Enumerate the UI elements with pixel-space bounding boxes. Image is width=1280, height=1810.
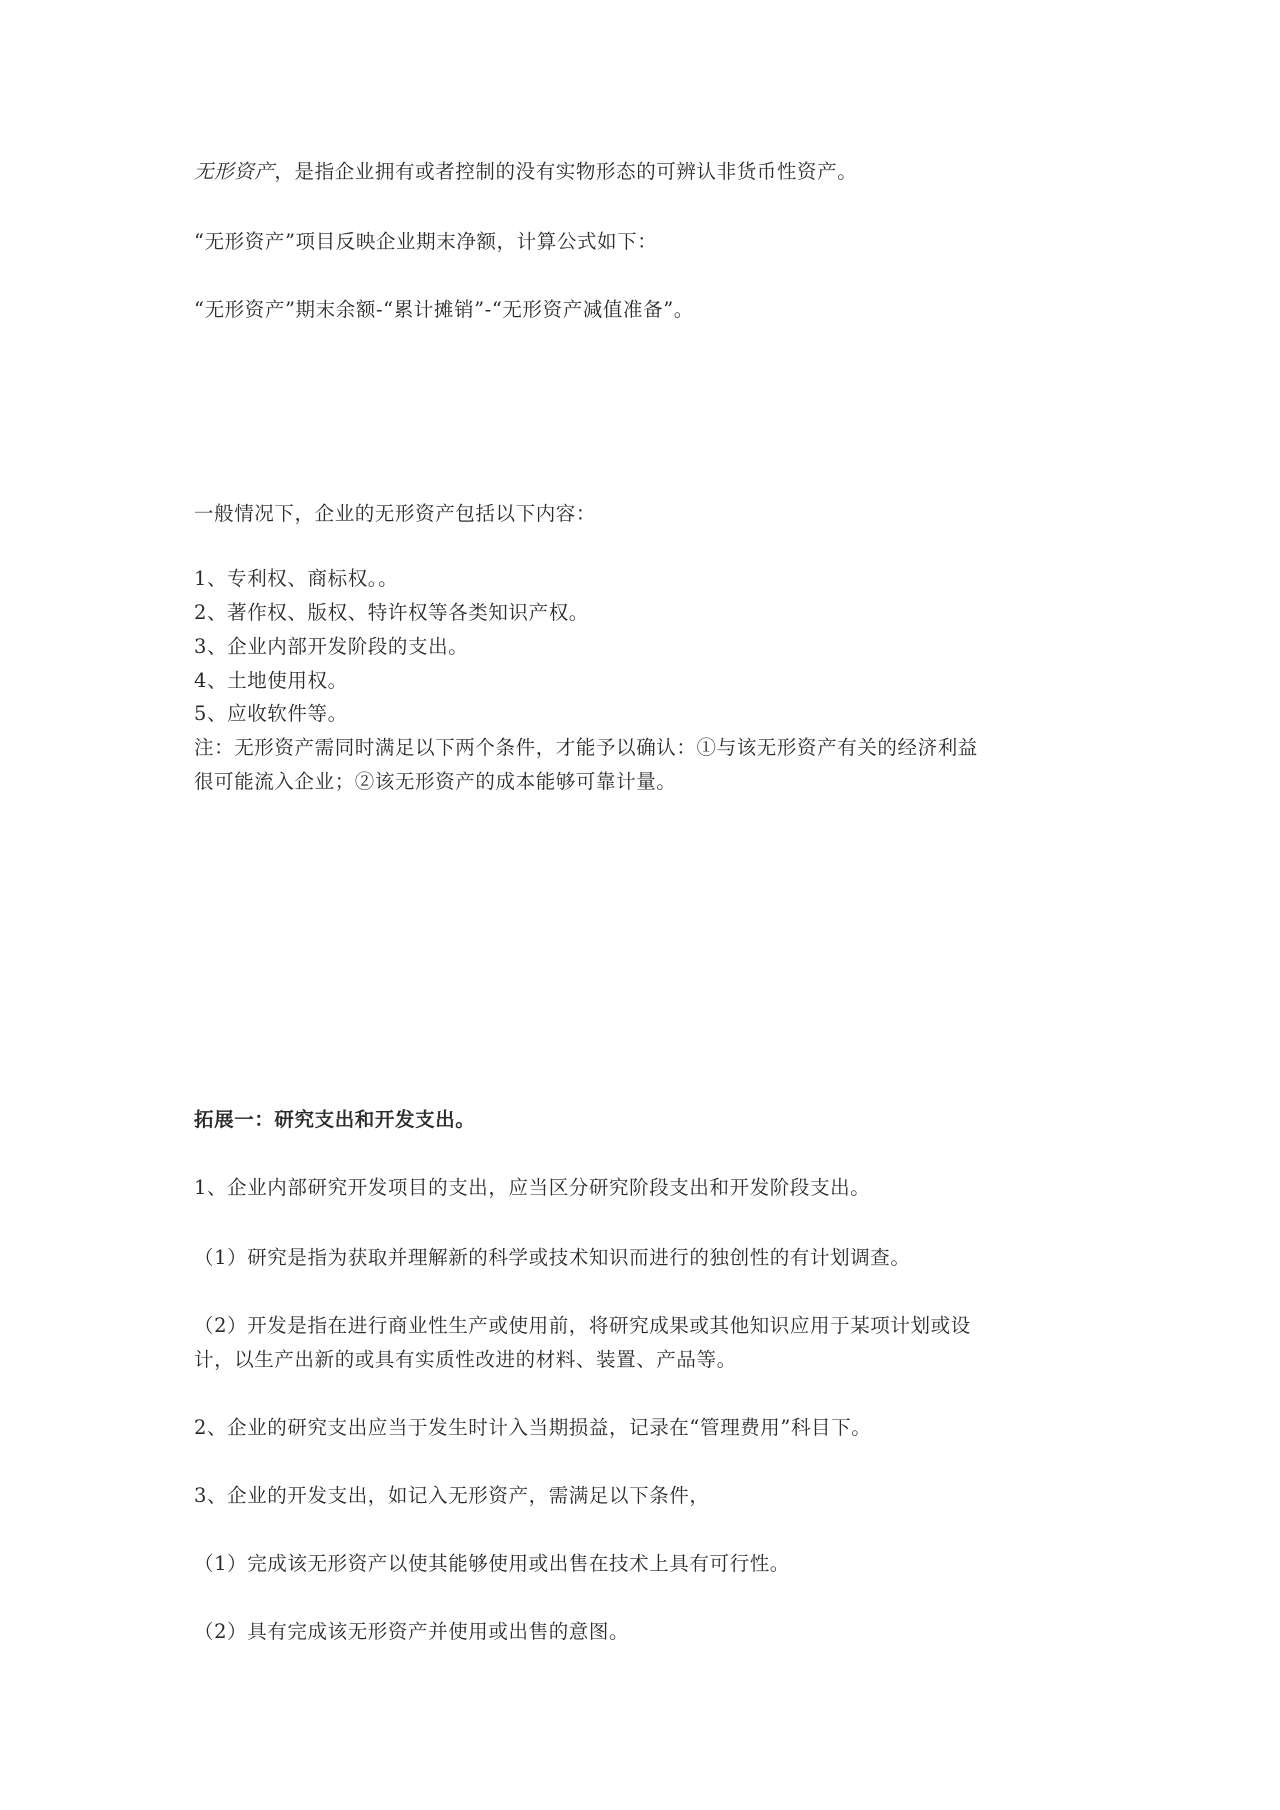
list-item-4: 4、土地使用权。 [194,669,348,692]
extension-item-1: 1、企业内部研究开发项目的支出，应当区分研究阶段支出和开发阶段支出。 [194,1176,871,1199]
list-item-5: 5、应收软件等。 [194,702,348,725]
content-intro: 一般情况下，企业的无形资产包括以下内容： [194,502,597,525]
extension-item-3-sub-2: （2）具有完成该无形资产并使用或出售的意图。 [194,1620,630,1643]
extension-item-3: 3、企业的开发支出，如记入无形资产，需满足以下条件， [194,1484,710,1507]
note-line-2: 很可能流入企业；②该无形资产的成本能够可靠计量。 [194,770,677,793]
list-item-1: 1、专利权、商标权。。 [194,567,399,590]
definition-term: 无形资产 [194,160,275,183]
definition-text: ，是指企业拥有或者控制的没有实物形态的可辨认非货币性资产。 [274,160,858,183]
list-item-2: 2、著作权、版权、特许权等各类知识产权。 [194,601,589,624]
extension-item-3-sub-1: （1）完成该无形资产以使其能够使用或出售在技术上具有可行性。 [194,1552,790,1575]
extension-item-1-sub-2-line-2: 计，以生产出新的或具有实质性改进的材料、装置、产品等。 [194,1348,737,1371]
note-line-1: 注：无形资产需同时满足以下两个条件，才能予以确认：①与该无形资产有关的经济利益 [194,736,978,759]
extension-item-2: 2、企业的研究支出应当于发生时计入当期损益，记录在“管理费用”科目下。 [194,1416,872,1439]
formula-intro: “无形资产”项目反映企业期末净额，计算公式如下： [194,230,658,253]
extension-title: 拓展一：研究支出和开发支出。 [194,1108,476,1131]
definition-paragraph [194,158,857,186]
extension-item-1-sub-2-line-1: （2）开发是指在进行商业性生产或使用前，将研究成果或其他知识应用于某项计划或设 [194,1314,971,1337]
extension-item-1-sub-1: （1）研究是指为获取并理解新的科学或技术知识而进行的独创性的有计划调查。 [194,1246,911,1269]
formula-text: “无形资产”期末余额-“累计摊销”-“无形资产减值准备”。 [194,298,694,321]
list-item-3: 3、企业内部开发阶段的支出。 [194,635,469,658]
